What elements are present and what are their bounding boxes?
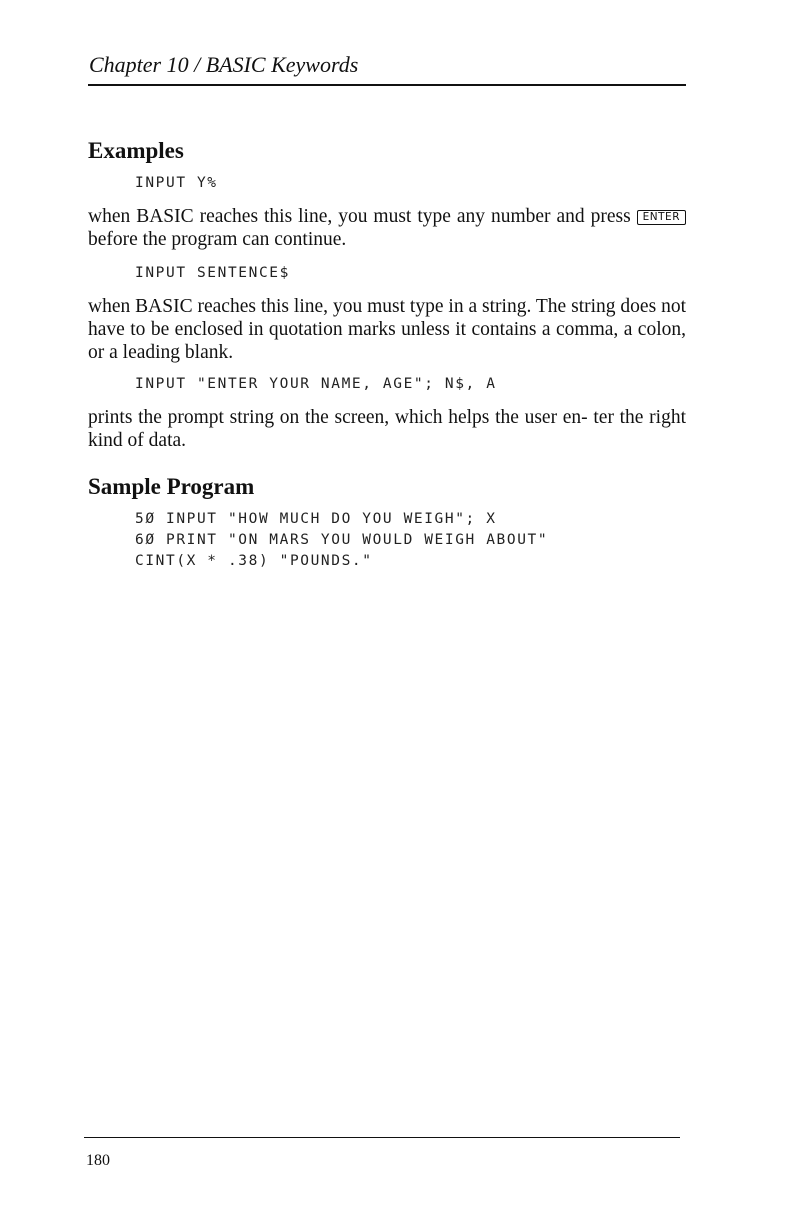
chapter-header: Chapter 10 / BASIC Keywords <box>89 52 359 77</box>
enter-key-icon: ENTER <box>637 210 686 225</box>
example1-text-after: before the program can continue. <box>88 229 347 250</box>
sample-program-listing <box>88 509 686 572</box>
footer-divider <box>84 1137 680 1138</box>
page-content <box>88 136 686 572</box>
example3-description: prints the prompt string on the screen, which helps the user en- ter the right kind of data. <box>88 407 686 451</box>
example1-code: INPUT Y% <box>135 175 218 191</box>
examples-heading: Examples <box>88 138 184 163</box>
program-line: CINT(X * .38) "POUNDS." <box>135 553 373 569</box>
example3-code: INPUT "ENTER YOUR NAME, AGE"; N$, A <box>135 376 497 392</box>
header-divider <box>88 84 686 86</box>
program-line: 5Ø INPUT "HOW MUCH DO YOU WEIGH"; X <box>135 511 497 527</box>
example2-code: INPUT SENTENCE$ <box>135 265 290 281</box>
example2-description: when BASIC reaches this line, you must type in a string. The string does not have to be enclosed in quotation marks unless it contains a comma, a colon, or a leading blank. <box>88 296 686 363</box>
program-line: 6Ø PRINT "ON MARS YOU WOULD WEIGH ABOUT" <box>135 532 549 548</box>
sample-program-heading: Sample Program <box>88 474 255 499</box>
page-number: 180 <box>86 1152 110 1169</box>
example1-text-before: when BASIC reaches this line, you must type any number and press <box>88 206 631 227</box>
example1-description <box>88 205 686 251</box>
